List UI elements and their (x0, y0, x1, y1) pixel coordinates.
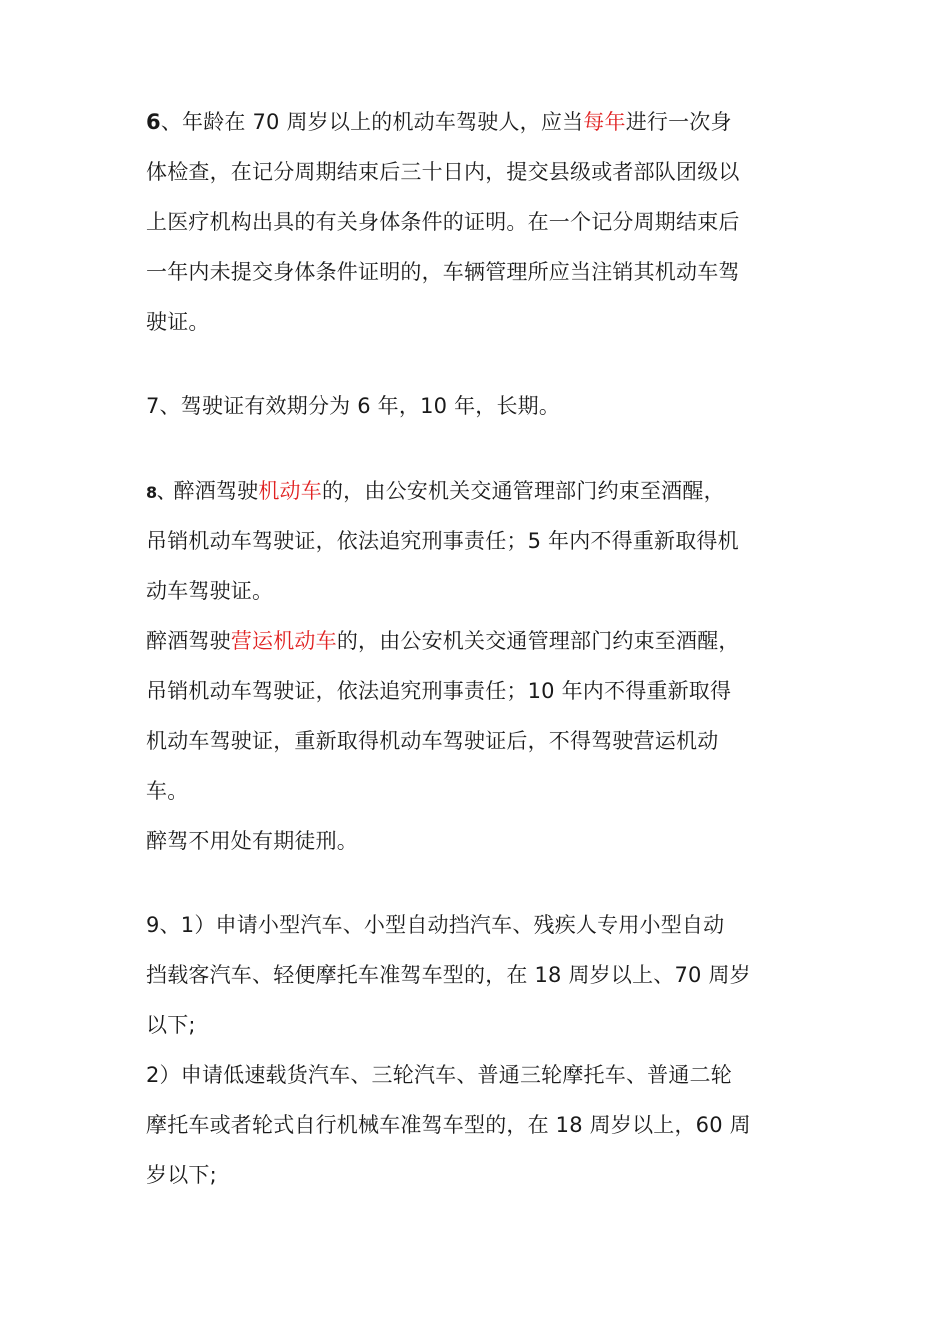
item6-line2: 体检查，在记分周期结束后三十日内，提交县级或者部队团级以 (146, 160, 740, 184)
item9-line3: 以下; (146, 1013, 196, 1037)
item8-line7: 车。 (146, 779, 189, 803)
item8-line2: 吊销机动车驾驶证，依法追究刑事责任；5 年内不得重新取得机 (146, 529, 739, 553)
item6-line5: 驶证。 (146, 310, 210, 334)
item8-text-tail: 的，由公安机关交通管理部门约束至酒醒， (321, 479, 725, 503)
item8-number: 8、 (146, 483, 174, 502)
item9-line2: 挡载客汽车、轻便摩托车准驾车型的，在 18 周岁以上、70 周岁 (146, 963, 751, 987)
item9-line4: 2）申请低速载货汽车、三轮汽车、普通三轮摩托车、普通二轮 (146, 1063, 732, 1087)
item6-text-tail: 进行一次身 (625, 110, 732, 134)
item8-line3: 动车驾驶证。 (146, 579, 274, 603)
item6-line4: 一年内未提交身体条件证明的，车辆管理所应当注销其机动车驾 (146, 260, 740, 284)
item9-line5: 摩托车或者轮式自行机械车准驾车型的，在 18 周岁以上，60 周 (146, 1113, 751, 1137)
item8-line4-text: 醉酒驾驶 (146, 629, 231, 653)
item6-text: 、年龄在 70 周岁以上的机动车驾驶人，应当 (160, 110, 584, 134)
item8-highlight: 机动车 (258, 479, 322, 503)
item8-line5: 吊销机动车驾驶证，依法追究刑事责任；10 年内不得重新取得 (146, 679, 732, 703)
item8-line6: 机动车驾驶证，重新取得机动车驾驶证后，不得驾驶营运机动 (146, 729, 719, 753)
item8-line1 (146, 478, 725, 506)
item6-highlight: 每年 (583, 110, 626, 134)
item9-line1: 9、1）申请小型汽车、小型自动挡汽车、残疾人专用小型自动 (146, 913, 725, 937)
item6-number: 6 (146, 110, 161, 134)
item8-text: 醉酒驾驶 (173, 479, 259, 503)
item8-line4 (146, 628, 740, 654)
item6-line1 (146, 109, 732, 135)
item8-line8: 醉驾不用处有期徒刑。 (146, 829, 358, 853)
item8-line4-highlight: 营运机动车 (230, 629, 337, 653)
item8-line4-tail: 的，由公安机关交通管理部门约束至酒醒， (336, 629, 740, 653)
item7-line1: 7、驾驶证有效期分为 6 年，10 年，长期。 (146, 394, 561, 418)
item9-line6: 岁以下; (146, 1163, 217, 1187)
item6-line3: 上医疗机构出具的有关身体条件的证明。在一个记分周期结束后 (146, 210, 740, 234)
